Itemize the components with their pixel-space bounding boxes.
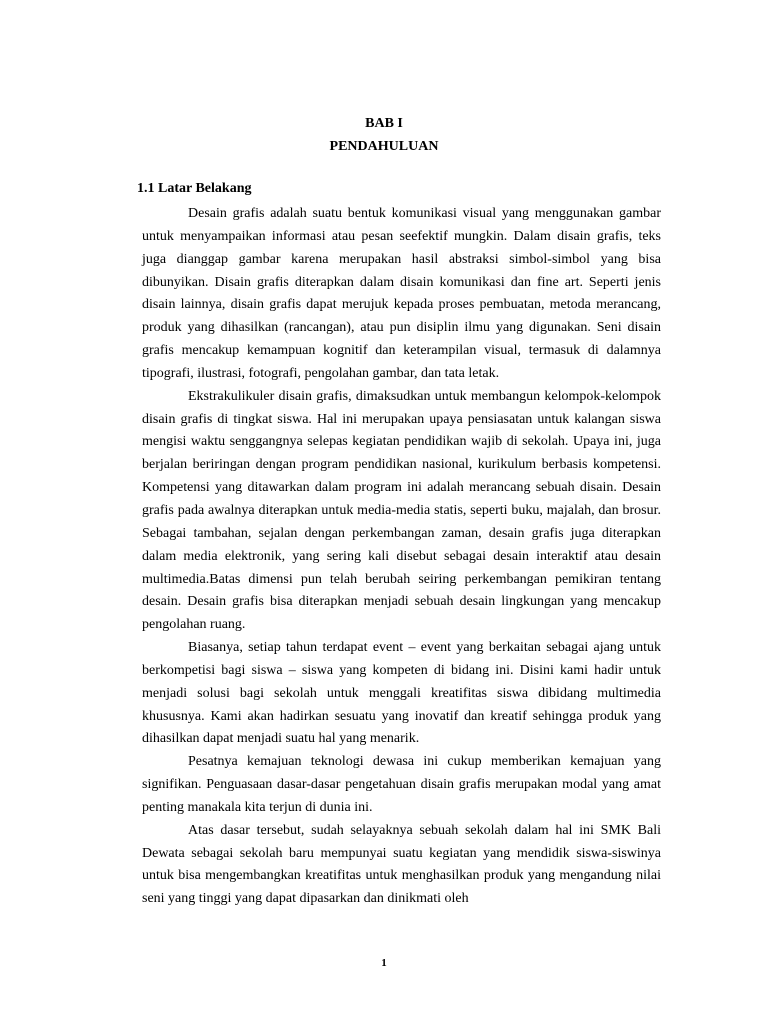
section-heading: 1.1 Latar Belakang — [137, 181, 252, 196]
paragraph: Ekstrakulikuler disain grafis, dimaksudkan untuk membangun kelompok-kelompok disain grafis di tingkat siswa. Hal ini merupakan upaya pensiasatan untuk kalangan siswa mengisi waktu senggangnya selepas kegiatan pendidikan wajib di sekolah. Upaya ini, juga berjalan beriringan dengan program pendidikan nasional, kurikulum berbasis kompetensi. Kompetensi yang ditawarkan dalam program ini adalah merancang sebuah disain. Desain grafis pada awalnya diterapkan untuk media-media statis, seperti buku, majalah, dan brosur. Sebagai tambahan, sejalan dengan perkembangan zaman, desain grafis juga diterapkan dalam media elektronik, yang sering kali disebut sebagai desain interaktif atau desain multimedia.Batas dimensi pun telah berubah seiring perkembangan pemikiran tentang desain. Desain grafis bisa diterapkan menjadi sebuah desain lingkungan yang mencakup pengolahan ruang. — [142, 388, 661, 633]
page-number: 1 — [381, 957, 387, 969]
paragraph: Desain grafis adalah suatu bentuk komunikasi visual yang menggunakan gambar untuk menyampaikan informasi atau pesan seefektif mungkin. Dalam disain grafis, teks juga dianggap gambar karena merupakan hasil abstraksi simbol-simbol yang bisa dibunyikan. Disain grafis diterapkan dalam disain komunikasi dan fine art. Seperti jenis disain lainnya, disain grafis dapat merujuk kepada proses pembuatan, metoda merancang, produk yang dihasilkan (rancangan), atau pun disiplin ilmu yang digunakan. Seni disain grafis mencakup kemampuan kognitif dan keterampilan visual, termasuk di dalamnya tipografi, ilustrasi, fotografi, pengolahan gambar, dan tata letak. — [142, 206, 661, 381]
chapter-title: PENDAHULUAN — [329, 139, 439, 154]
paragraph: Biasanya, setiap tahun terdapat event – event yang berkaitan sebagai ajang untuk berkompetisi bagi siswa – siswa yang kompeten di bidang ini. Disini kami hadir untuk menjadi solusi bagi sekolah untuk menggali kreatifitas siswa dibidang multimedia khususnya. Kami akan hadirkan sesuatu yang inovatif dan kreatif sehingga produk yang dihasilkan dapat menjadi suatu hal yang menarik. — [142, 640, 661, 747]
chapter-number: BAB I — [365, 116, 403, 131]
body-text — [142, 203, 661, 911]
paragraph: Atas dasar tersebut, sudah selayaknya sebuah sekolah dalam hal ini SMK Bali Dewata sebagai sekolah baru mempunyai suatu kegiatan yang mendidik siswa-siswinya untuk bisa mengembangkan kreatifitas untuk menghasilkan produk yang mengandung nilai seni yang tinggi yang dapat dipasarkan dan dinikmati oleh — [142, 822, 661, 907]
paragraph: Pesatnya kemajuan teknologi dewasa ini cukup memberikan kemajuan yang signifikan. Penguasaan dasar-dasar pengetahuan disain grafis merupakan modal yang amat penting manakala kita terjun di dunia ini. — [142, 754, 661, 815]
